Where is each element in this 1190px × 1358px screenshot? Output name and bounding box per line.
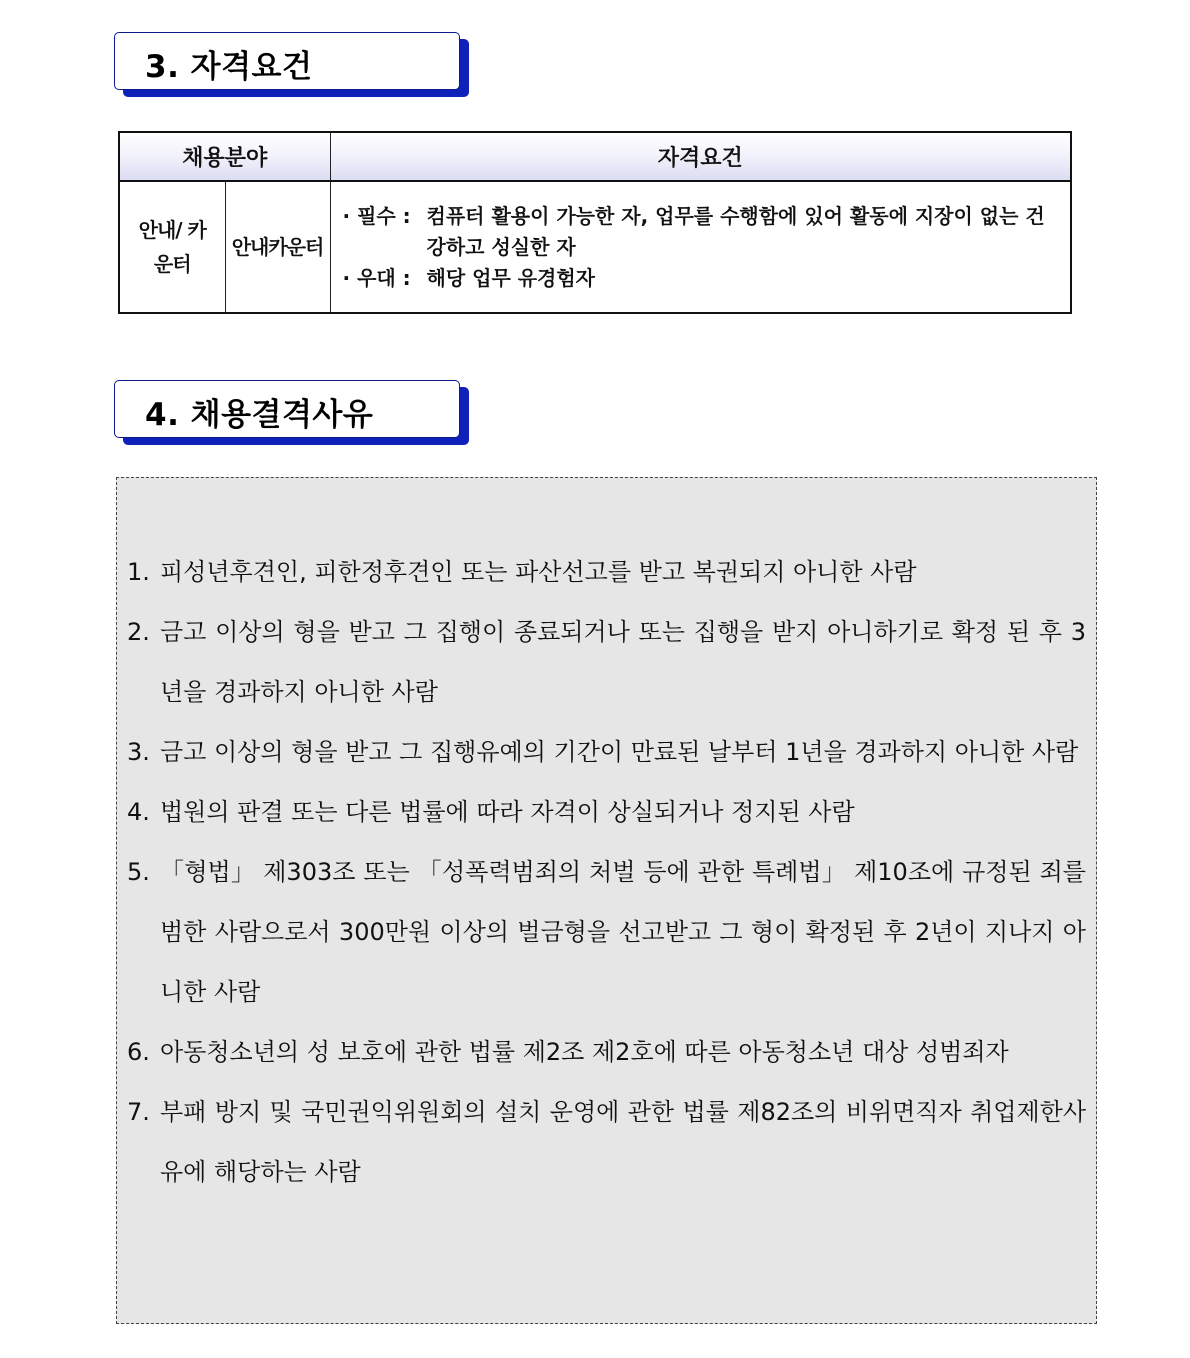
required-text: 컴퓨터 활용이 가능한 자, 업무를 수행함에 있어 활동에 지장이 없는 건강하고 성실한 자 [426, 203, 1045, 259]
preferred-text: 해당 업무 유경험자 [426, 265, 596, 290]
section-4-title: 4. 채용결격사유 [145, 397, 374, 433]
preferred-line [343, 263, 1062, 294]
item-text: 법원의 판결 또는 다른 법률에 따라 자격이 상실되거나 정지된 사람 [160, 798, 855, 826]
required-label: · 필수 : [342, 203, 411, 228]
section-3-header [114, 32, 460, 90]
preferred-label: · 우대 : [342, 265, 411, 290]
item-number: 6. [127, 1038, 150, 1066]
header-field: 채용분야 [119, 132, 330, 181]
disqualification-list [127, 542, 1086, 1202]
disqualification-box [116, 477, 1097, 1324]
list-item [127, 1022, 1086, 1082]
list-item [127, 1082, 1086, 1202]
category-cell [119, 181, 225, 313]
item-number: 3. [127, 738, 150, 766]
item-number: 4. [127, 798, 150, 826]
item-number: 5. [127, 858, 150, 886]
item-number: 2. [127, 618, 150, 646]
requirements-cell [330, 181, 1071, 313]
list-item [127, 542, 1086, 602]
required-line [343, 201, 1062, 263]
section-3-title: 3. 자격요건 [145, 49, 313, 85]
section-4-header [114, 380, 460, 438]
item-number: 1. [127, 558, 150, 586]
list-item [127, 782, 1086, 842]
list-item [127, 602, 1086, 722]
item-text: 아동청소년의 성 보호에 관한 법률 제2조 제2호에 따른 아동청소년 대상 성범죄자 [160, 1038, 1009, 1066]
category-text: 안내/ 카운터 [138, 218, 206, 276]
item-text: 「형법」 제303조 또는 「성폭력범죄의 처벌 등에 관한 특례법」 제10조에 규정된 죄를 범한 사람으로서 300만원 이상의 벌금형을 선고받고 그 형이 확정된 후 2년이 지나지 아니한 사람 [160, 858, 1086, 1006]
item-text: 부패 방지 및 국민권익위원회의 설치 운영에 관한 법률 제82조의 비위면직자 취업제한사유에 해당하는 사람 [160, 1098, 1086, 1186]
list-item [127, 842, 1086, 1022]
header-qualification: 자격요건 [330, 132, 1071, 181]
item-text: 피성년후견인, 피한정후견인 또는 파산선고를 받고 복권되지 아니한 사람 [160, 558, 917, 586]
qualification-table [118, 131, 1072, 314]
item-text: 금고 이상의 형을 받고 그 집행이 종료되거나 또는 집행을 받지 아니하기로 확정 된 후 3년을 경과하지 아니한 사람 [160, 618, 1086, 706]
list-item [127, 722, 1086, 782]
subfield-cell: 안내카운터 [225, 181, 330, 313]
item-number: 7. [127, 1098, 150, 1126]
item-text: 금고 이상의 형을 받고 그 집행유예의 기간이 만료된 날부터 1년을 경과하지 아니한 사람 [160, 738, 1079, 766]
table-row [119, 181, 1071, 313]
